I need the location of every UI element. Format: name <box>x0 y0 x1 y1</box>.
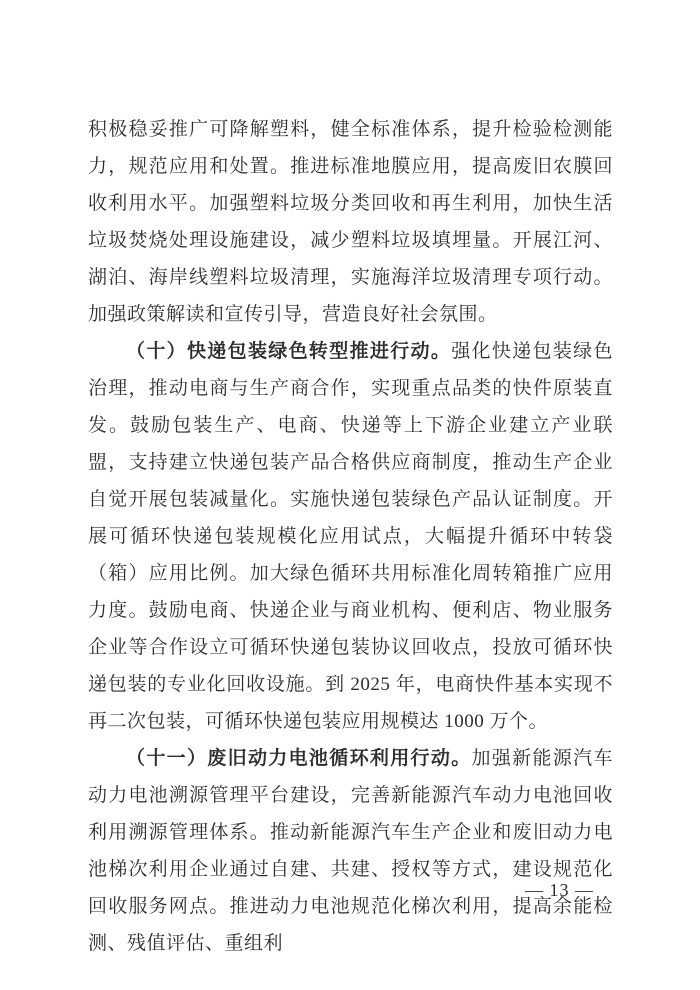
document-body <box>88 111 613 962</box>
section-10-heading: （十）快递包装绿色转型推进行动。 <box>126 341 452 362</box>
page-number: — 13 — <box>525 880 594 900</box>
section-11-heading: （十一）废旧动力电池循环利用行动。 <box>126 748 472 769</box>
paragraph-continuation-text: 积极稳妥推广可降解塑料，健全标准体系，提升检验检测能力，规范应用和处置。推进标准地膜应用，提高废旧农膜回收利用水平。加强塑料垃圾分类回收和再生利用，加快生活垃圾焚烧处理设施建设，减少塑料垃圾填埋量。开展江河、湖泊、海岸线塑料垃圾清理，实施海洋垃圾清理专项行动。加强政策解读和宣传引导，营造良好社会氛围。 <box>88 119 613 325</box>
section-10-text: 强化快递包装绿色治理，推动电商与生产商合作，实现重点品类的快件原装直发。鼓励包装生产、电商、快递等上下游企业建立产业联盟，支持建立快递包装产品合格供应商制度，推动生产企业自觉开展包装减量化。实施快递包装绿色产品认证制度。开展可循环快递包装规模化应用试点，大幅提升循环中转袋（箱）应用比例。加大绿色循环共用标准化周转箱推广应用力度。鼓励电商、快递企业与商业机构、便利店、物业服务企业等合作设立可循环快递包装协议回收点，投放可循环快递包装的专业化回收设施。到 2025 年，电商快件基本实现不再二次包装，可循环快递包装应用规模达 1000 万个。 <box>88 341 613 732</box>
paragraph-continuation <box>88 111 613 333</box>
paragraph-section-10 <box>88 333 613 740</box>
section-11-text: 加强新能源汽车动力电池溯源管理平台建设，完善新能源汽车动力电池回收利用溯源管理体系。推动新能源汽车生产企业和废旧动力电池梯次利用企业通过自建、共建、授权等方式，建设规范化回收服务网点。推进动力电池规范化梯次利用，提高余能检测、残值评估、重组利 <box>88 748 613 954</box>
paragraph-section-11 <box>88 740 613 962</box>
